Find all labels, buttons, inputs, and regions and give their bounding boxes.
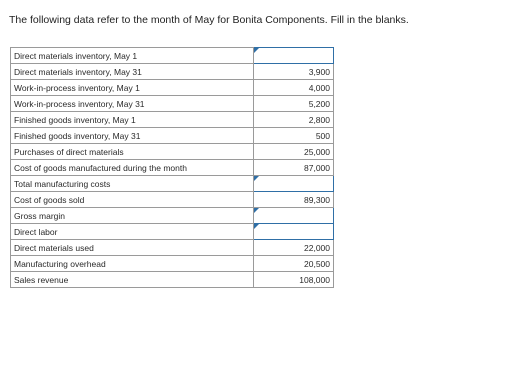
answer-input[interactable] <box>254 225 330 239</box>
table-row <box>11 208 334 224</box>
table-row <box>11 272 334 288</box>
row-value: 20,500 <box>254 256 334 272</box>
row-label: Finished goods inventory, May 31 <box>11 128 254 144</box>
row-value: 5,200 <box>254 96 334 112</box>
table-row <box>11 240 334 256</box>
table-row <box>11 160 334 176</box>
answer-input[interactable] <box>254 49 330 63</box>
table-row <box>11 256 334 272</box>
row-value: 89,300 <box>254 192 334 208</box>
row-value: 4,000 <box>254 80 334 96</box>
row-label: Total manufacturing costs <box>11 176 254 192</box>
answer-marker-icon <box>254 48 259 53</box>
row-label: Direct labor <box>11 224 254 240</box>
instructions-text: The following data refer to the month of May for Bonita Components. Fill in the blanks. <box>9 14 409 26</box>
row-label: Gross margin <box>11 208 254 224</box>
row-label: Cost of goods sold <box>11 192 254 208</box>
row-label: Finished goods inventory, May 1 <box>11 112 254 128</box>
row-label: Direct materials inventory, May 31 <box>11 64 254 80</box>
table-row <box>11 80 334 96</box>
table-row <box>11 48 334 64</box>
answer-input[interactable] <box>254 209 330 223</box>
data-table <box>10 47 334 288</box>
answer-marker-icon <box>254 224 259 229</box>
blank-answer-cell <box>254 176 334 192</box>
row-label: Manufacturing overhead <box>11 256 254 272</box>
row-label: Work-in-process inventory, May 31 <box>11 96 254 112</box>
table-row <box>11 64 334 80</box>
table-row <box>11 144 334 160</box>
row-label: Work-in-process inventory, May 1 <box>11 80 254 96</box>
blank-answer-cell <box>254 208 334 224</box>
table-row <box>11 112 334 128</box>
table-body <box>11 48 334 288</box>
blank-answer-cell <box>254 48 334 64</box>
table-row <box>11 176 334 192</box>
table-row <box>11 96 334 112</box>
table-row <box>11 224 334 240</box>
row-label: Cost of goods manufactured during the month <box>11 160 254 176</box>
table-row <box>11 128 334 144</box>
row-value: 22,000 <box>254 240 334 256</box>
row-value: 87,000 <box>254 160 334 176</box>
table-row <box>11 192 334 208</box>
row-value: 2,800 <box>254 112 334 128</box>
row-value: 25,000 <box>254 144 334 160</box>
row-value: 500 <box>254 128 334 144</box>
row-value: 108,000 <box>254 272 334 288</box>
row-label: Sales revenue <box>11 272 254 288</box>
row-label: Direct materials used <box>11 240 254 256</box>
row-label: Direct materials inventory, May 1 <box>11 48 254 64</box>
blank-answer-cell <box>254 224 334 240</box>
row-value: 3,900 <box>254 64 334 80</box>
row-label: Purchases of direct materials <box>11 144 254 160</box>
answer-input[interactable] <box>254 177 330 191</box>
answer-marker-icon <box>254 176 259 181</box>
answer-marker-icon <box>254 208 259 213</box>
